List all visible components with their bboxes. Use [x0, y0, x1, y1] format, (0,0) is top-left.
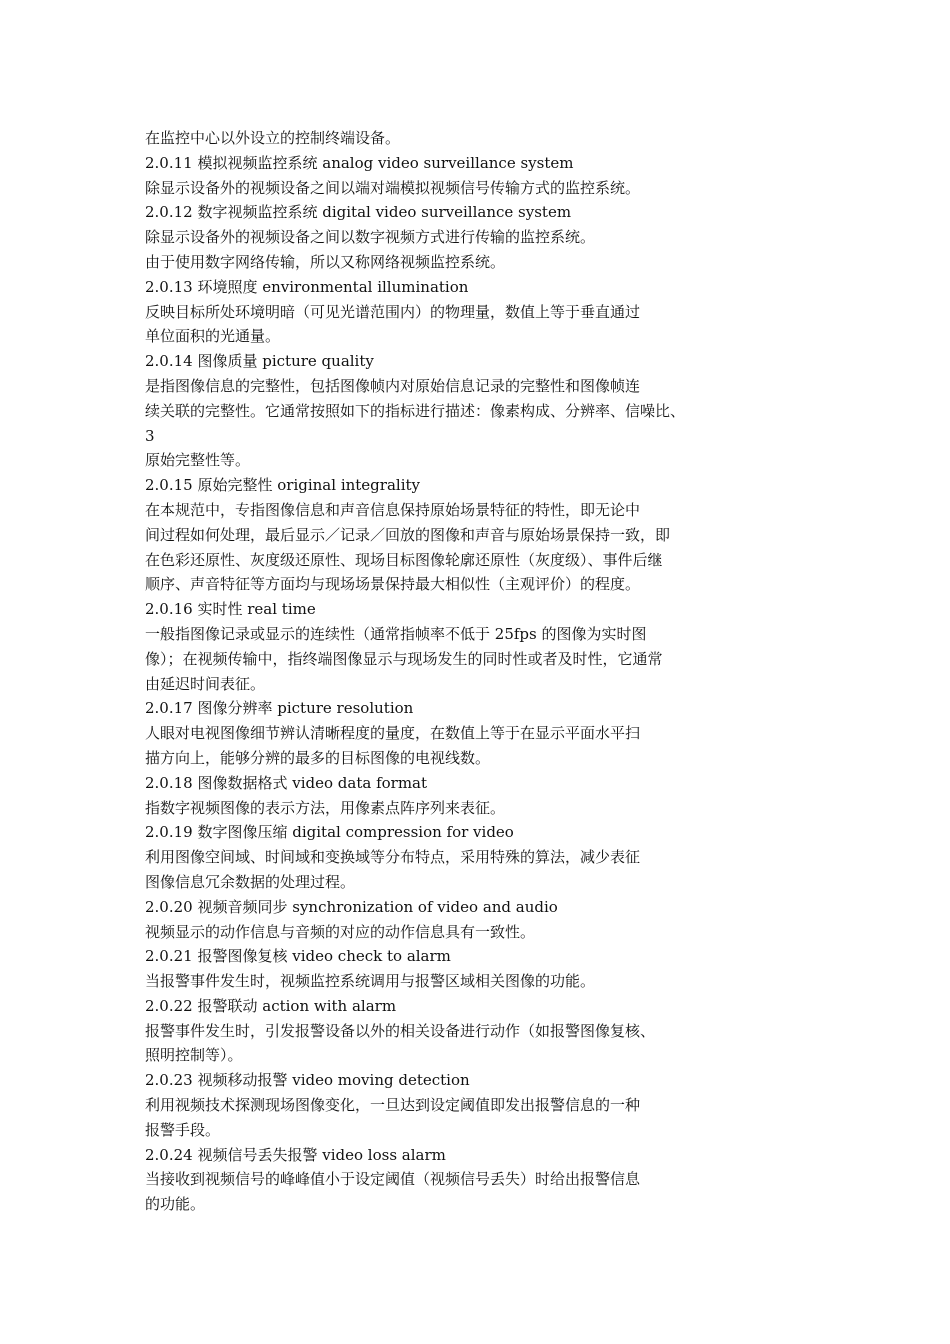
- document-page: [145, 126, 805, 1217]
- text-line: 描方向上，能够分辨的最多的目标图像的电视线数。: [145, 748, 491, 767]
- text-line: 间过程如何处理，最后显示／记录／回放的图像和声音与原始场景保持一致，即: [145, 525, 671, 544]
- term-heading: 2.0.13 环境照度 environmental illumination: [145, 277, 469, 296]
- term-heading: 2.0.19 数字图像压缩 digital compression for video: [145, 823, 514, 842]
- text-line: 利用图像空间域、时间域和变换域等分布特点，采用特殊的算法，减少表征: [145, 848, 641, 867]
- text-line: 一般指图像记录或显示的连续性（通常指帧率不低于 25fps 的图像为实时图: [145, 624, 647, 643]
- term-heading: 2.0.11 模拟视频监控系统 analog video surveillance system: [145, 153, 574, 172]
- text-line: 图像信息冗余数据的处理过程。: [145, 872, 356, 891]
- text-line: 报警手段。: [145, 1120, 221, 1139]
- term-heading: 2.0.12 数字视频监控系统 digital video surveillance system: [145, 203, 572, 222]
- term-heading: 2.0.17 图像分辨率 picture resolution: [145, 699, 414, 718]
- term-heading: 2.0.21 报警图像复核 video check to alarm: [145, 947, 451, 966]
- text-line: 在色彩还原性、灰度级还原性、现场目标图像轮廓还原性（灰度级）、事件后继: [145, 550, 663, 569]
- text-line: 人眼对电视图像细节辨认清晰程度的量度，在数值上等于在显示平面水平扫: [145, 724, 641, 743]
- text-line: 在本规范中，专指图像信息和声音信息保持原始场景特征的特性，即无论中: [145, 500, 641, 519]
- text-line: 是指图像信息的完整性，包括图像帧内对原始信息记录的完整性和图像帧连: [145, 376, 641, 395]
- text-line: 指数字视频图像的表示方法，用像素点阵序列来表征。: [145, 798, 506, 817]
- text-line: 当接收到视频信号的峰峰值小于设定阈值（视频信号丢失）时给出报警信息: [145, 1170, 641, 1189]
- text-line: 反映目标所处环境明暗（可见光谱范围内）的物理量，数值上等于垂直通过: [145, 302, 641, 321]
- text-line: 除显示设备外的视频设备之间以数字视频方式进行传输的监控系统。: [145, 228, 596, 247]
- text-line: 像）；在视频传输中，指终端图像显示与现场发生的同时性或者及时性，它通常: [145, 649, 663, 668]
- text-line: 在监控中心以外设立的控制终端设备。: [145, 129, 401, 147]
- term-heading: 2.0.22 报警联动 action with alarm: [145, 996, 397, 1015]
- text-line: 原始完整性等。: [145, 451, 251, 470]
- text-line: 视频显示的动作信息与音频的对应的动作信息具有一致性。: [145, 922, 536, 941]
- text-line: 由延迟时间表征。: [145, 674, 266, 693]
- page-number: 3: [145, 426, 155, 445]
- term-heading: 2.0.20 视频音频同步 synchronization of video and audio: [145, 897, 558, 916]
- term-heading: 2.0.15 原始完整性 original integrality: [145, 476, 420, 495]
- text-line: 报警事件发生时，引发报警设备以外的相关设备进行动作（如报警图像复核、: [145, 1021, 656, 1040]
- text-line: 利用视频技术探测现场图像变化，一旦达到设定阈值即发出报警信息的一种: [145, 1096, 641, 1115]
- text-line: 单位面积的光通量。: [145, 327, 281, 346]
- text-line: 的功能。: [145, 1195, 206, 1214]
- term-heading: 2.0.14 图像质量 picture quality: [145, 352, 374, 371]
- term-heading: 2.0.23 视频移动报警 video moving detection: [145, 1071, 470, 1090]
- text-line: 顺序、声音特征等方面均与现场场景保持最大相似性（主观评价）的程度。: [145, 575, 641, 594]
- text-line: 由于使用数字网络传输，所以又称网络视频监控系统。: [145, 252, 506, 271]
- text-line: 照明控制等）。: [145, 1046, 243, 1065]
- text-line: 续关联的完整性。它通常按照如下的指标进行描述：像素构成、分辨率、信噪比、: [145, 401, 686, 420]
- text-line: 当报警事件发生时，视频监控系统调用与报警区域相关图像的功能。: [145, 972, 596, 991]
- text-line: 除显示设备外的视频设备之间以端对端模拟视频信号传输方式的监控系统。: [145, 178, 641, 197]
- term-heading: 2.0.24 视频信号丢失报警 video loss alarm: [145, 1145, 446, 1164]
- term-heading: 2.0.16 实时性 real time: [145, 600, 316, 619]
- term-heading: 2.0.18 图像数据格式 video data format: [145, 773, 428, 792]
